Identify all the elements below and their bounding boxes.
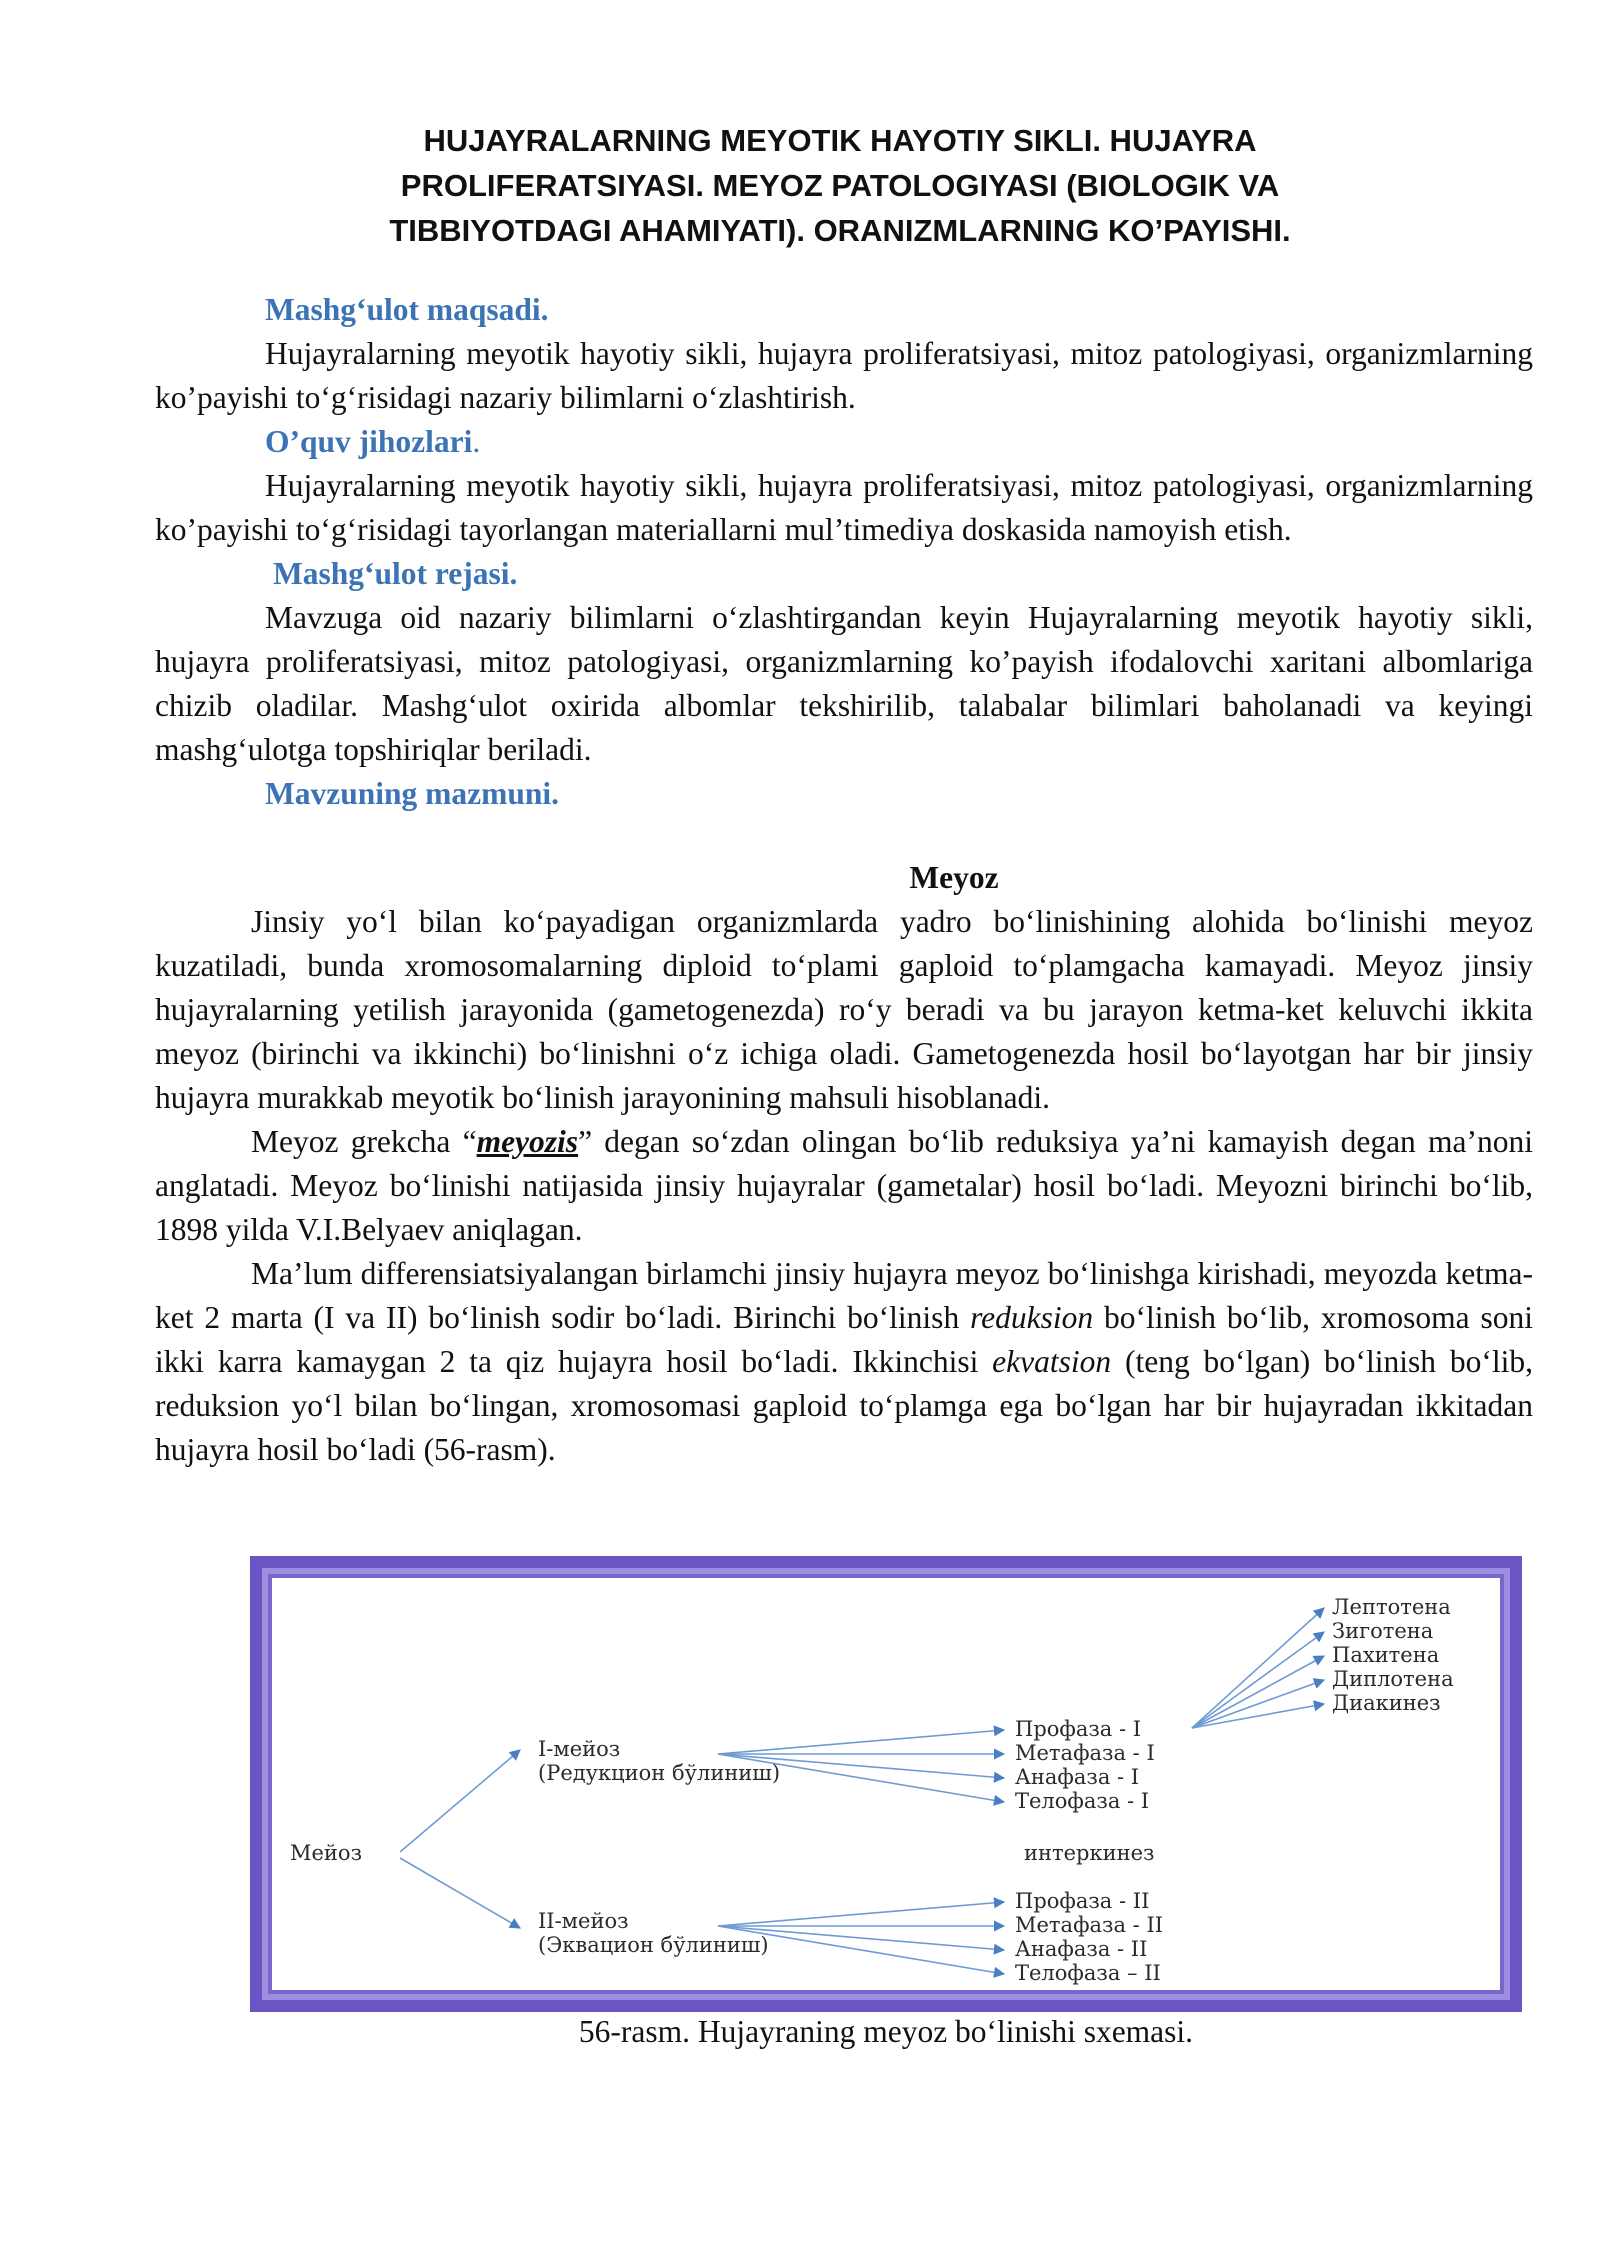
page-title bbox=[200, 118, 1480, 253]
phase1-metaphase: Метафаза - I bbox=[1015, 1741, 1155, 1765]
goal-heading: Mashg‘ulot maqsadi. bbox=[265, 292, 549, 327]
meyoz-paragraph-2 bbox=[155, 1120, 1533, 1252]
edge-root-to-meiosis-2 bbox=[400, 1858, 520, 1928]
plan-heading: Mashg‘ulot rejasi. bbox=[273, 556, 518, 591]
edge-prophase-to-stage-2 bbox=[1192, 1632, 1324, 1728]
edge-prophase-to-stage-5 bbox=[1192, 1704, 1324, 1728]
meyoz-heading: Meyoz bbox=[909, 860, 999, 895]
meyoz-section bbox=[155, 856, 1533, 1472]
stage-zygotene: Зиготена bbox=[1332, 1619, 1434, 1643]
phase2-anaphase: Анафаза - II bbox=[1015, 1937, 1148, 1961]
edge-meiosis-1-to-phase-1 bbox=[718, 1730, 1004, 1754]
p3-part-a: Ma’lum differensiatsiyalangan birlamchi jinsiy hujayra meyoz bo‘linishga kirishadi, meyozda ketma-ket 2 marta (I va II) bo‘linish sodir bo‘ladi. Birinchi bo‘linish bbox=[155, 1256, 1533, 1335]
stage-leptotene: Лептотена bbox=[1332, 1595, 1451, 1619]
edge-prophase-to-stage-3 bbox=[1192, 1656, 1324, 1728]
title-line-2: PROLIFERATSIYASI. MEYOZ PATOLOGIYASI (BIOLOGIK VA bbox=[400, 168, 1280, 203]
node-meiosis-1-sub: (Редукцион бўлиниш) bbox=[538, 1761, 781, 1785]
node-meiosis-1: I-мейоз bbox=[538, 1737, 621, 1761]
phase2-prophase: Профаза - II bbox=[1015, 1889, 1150, 1913]
equipment-heading bbox=[265, 420, 1533, 464]
intro-section bbox=[155, 288, 1533, 816]
title-line-1: HUJAYRALARNING MEYOTIK HAYOTIY SIKLI. HUJAYRA bbox=[423, 123, 1257, 158]
interkinesis-label: интеркинез bbox=[1024, 1841, 1155, 1865]
term-meyozis: meyozis bbox=[476, 1124, 579, 1159]
edge-root-to-meiosis-1 bbox=[400, 1750, 520, 1852]
node-meiosis-root: Мейоз bbox=[290, 1841, 363, 1865]
meyoz-paragraph-3 bbox=[155, 1252, 1533, 1472]
equipment-text: Hujayralarning meyotik hayotiy sikli, hujayra proliferatsiyasi, mitoz patologiyasi, organizmlarning ko’payishi to‘g‘risidagi tayorlangan materiallarni mul’timediya doskasida namoyish etish. bbox=[155, 468, 1533, 547]
meiosis-diagram bbox=[250, 1556, 1522, 2012]
node-meiosis-2-sub: (Эквацион бўлиниш) bbox=[538, 1933, 769, 1957]
phase1-telophase: Телофаза - I bbox=[1015, 1789, 1150, 1813]
node-meiosis-2: II-мейоз bbox=[538, 1909, 629, 1933]
equipment-heading-dot: . bbox=[472, 424, 481, 459]
meiosis-diagram-svg bbox=[262, 1568, 1510, 2000]
phase2-metaphase: Метафаза - II bbox=[1015, 1913, 1164, 1937]
stage-pachytene: Пахитена bbox=[1332, 1643, 1440, 1667]
meyoz-paragraph-1: Jinsiy yo‘l bilan ko‘payadigan organizmlarda yadro bo‘linishining alohida bo‘linishi meyoz kuzatiladi, bunda xromosomalarning diploid to‘plami gaploid to‘plamgacha kamayadi. Meyoz jinsiy hujayralarning yetilish jarayonida (gametogenezda) ro‘y beradi va bu jarayon ketma-ket keluvchi ikkita meyoz (birinchi va ikkinchi) bo‘linishni o‘z ichiga oladi. Gametogenezda hosil bo‘layotgan har bir jinsiy hujayra murakkab meyotik bo‘linish jarayonining mahsuli hisoblanadi. bbox=[155, 904, 1533, 1115]
edge-prophase-to-stage-4 bbox=[1192, 1680, 1324, 1728]
goal-text: Hujayralarning meyotik hayotiy sikli, hujayra proliferatsiyasi, mitoz patologiyasi, organizmlarning ko’payishi to‘g‘risidagi nazariy bilimlarni o‘zlashtirish. bbox=[155, 336, 1533, 415]
content-heading: Mavzuning mazmuni. bbox=[265, 776, 560, 811]
stage-diakinesis: Диакинез bbox=[1332, 1691, 1441, 1715]
p2-part-a: Meyoz grekcha “ bbox=[251, 1124, 477, 1159]
p3-part-b: bo‘linish bo‘lib, xromosoma soni ikki karra kamaygan 2 ta qiz hujayra hosil bo‘ladi. Ikkinchisi bbox=[155, 1300, 1533, 1379]
term-ekvatsion: ekvatsion bbox=[992, 1344, 1112, 1379]
p2-part-b: ” degan so‘zdan olingan bo‘lib reduksiya ya’ni kamayish degan ma’noni anglatadi. Meyoz bo‘linishi natijasida jinsiy hujayralar (gametalar) hosil bo‘ladi. Meyozni birinchi bo‘lib, 1898 yilda V.I.Belyaev aniqlagan. bbox=[155, 1124, 1533, 1247]
phase1-anaphase: Анафаза - I bbox=[1015, 1765, 1140, 1789]
phase2-telophase: Телофаза – II bbox=[1015, 1961, 1161, 1985]
figure-caption: 56-rasm. Hujayraning meyoz bo‘linishi sxemasi. bbox=[578, 2014, 1194, 2049]
title-line-3: TIBBIYOTDAGI AHAMIYATI). ORANIZMLARNING KO’PAYISHI. bbox=[389, 213, 1291, 248]
term-reduksion: reduksion bbox=[970, 1300, 1094, 1335]
stage-diplotene: Диплотена bbox=[1332, 1667, 1454, 1691]
phase1-prophase: Профаза - I bbox=[1015, 1717, 1142, 1741]
plan-text: Mavzuga oid nazariy bilimlarni o‘zlashtirgandan keyin Hujayralarning meyotik hayotiy sikli, hujayra proliferatsiyasi, mitoz patologiyasi, organizmlarning ko’payish ifodalovchi xaritani albomlariga chizib oladilar. Mashg‘ulot oxirida albomlar tekshirilib, talabalar bilimlari baholanadi va keyingi mashg‘ulotga topshiriqlar beriladi. bbox=[155, 600, 1533, 767]
edge-meiosis-2-to-phase-1 bbox=[718, 1902, 1004, 1926]
p3-part-c: (teng bo‘lgan) bo‘linish bo‘lib, reduksion yo‘l bilan bo‘lingan, xromosomasi gaploid to‘plamga ega bo‘lgan har bir hujayradan ikkitadan hujayra hosil bo‘ladi (56-rasm). bbox=[155, 1344, 1534, 1467]
edge-prophase-to-stage-1 bbox=[1192, 1608, 1324, 1728]
equipment-heading-text: O’quv jihozlari bbox=[265, 424, 473, 459]
